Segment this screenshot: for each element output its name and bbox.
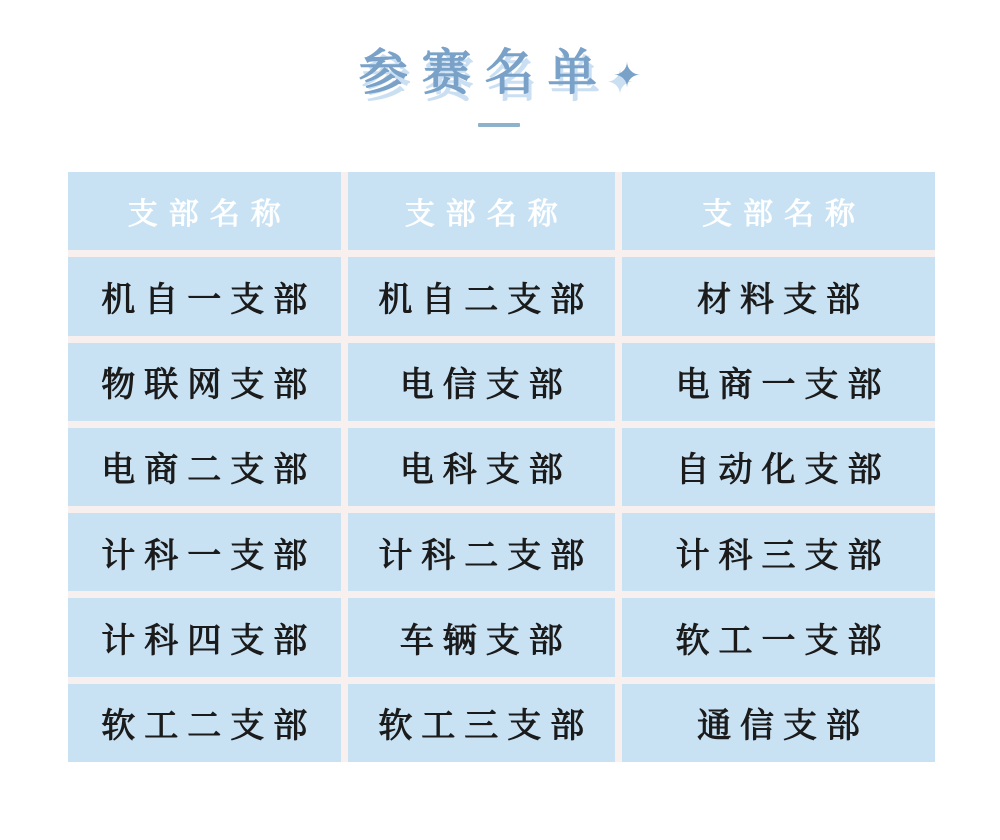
table-cell: 电商二支部 bbox=[68, 428, 341, 506]
table-cell: 电信支部 bbox=[348, 343, 616, 421]
header-cell-col1: 支部名称 bbox=[68, 172, 341, 250]
roster-table bbox=[68, 172, 935, 762]
table-cell: 材料支部 bbox=[622, 257, 935, 335]
table-cell: 电科支部 bbox=[348, 428, 616, 506]
table-cell: 软工三支部 bbox=[348, 684, 616, 762]
table-cell: 软工一支部 bbox=[622, 598, 935, 676]
table-cell: 计科三支部 bbox=[622, 513, 935, 591]
title-block bbox=[0, 34, 1000, 104]
table-cell: 自动化支部 bbox=[622, 428, 935, 506]
table-cell: 电商一支部 bbox=[622, 343, 935, 421]
table-cell: 车辆支部 bbox=[348, 598, 616, 676]
table-cell: 计科二支部 bbox=[348, 513, 616, 591]
table-cell: 计科四支部 bbox=[68, 598, 341, 676]
table-cell: 物联网支部 bbox=[68, 343, 341, 421]
header-cell-col3: 支部名称 bbox=[622, 172, 935, 250]
page-title: 参赛名单 bbox=[358, 46, 611, 100]
header-cell-col2: 支部名称 bbox=[348, 172, 616, 250]
table-cell: 机自二支部 bbox=[348, 257, 616, 335]
table-cell: 软工二支部 bbox=[68, 684, 341, 762]
table-cell: 机自一支部 bbox=[68, 257, 341, 335]
table-cell: 计科一支部 bbox=[68, 513, 341, 591]
table-cell: 通信支部 bbox=[622, 684, 935, 762]
title-underline bbox=[478, 123, 520, 127]
sparkle-icon: ✦ bbox=[612, 57, 642, 95]
